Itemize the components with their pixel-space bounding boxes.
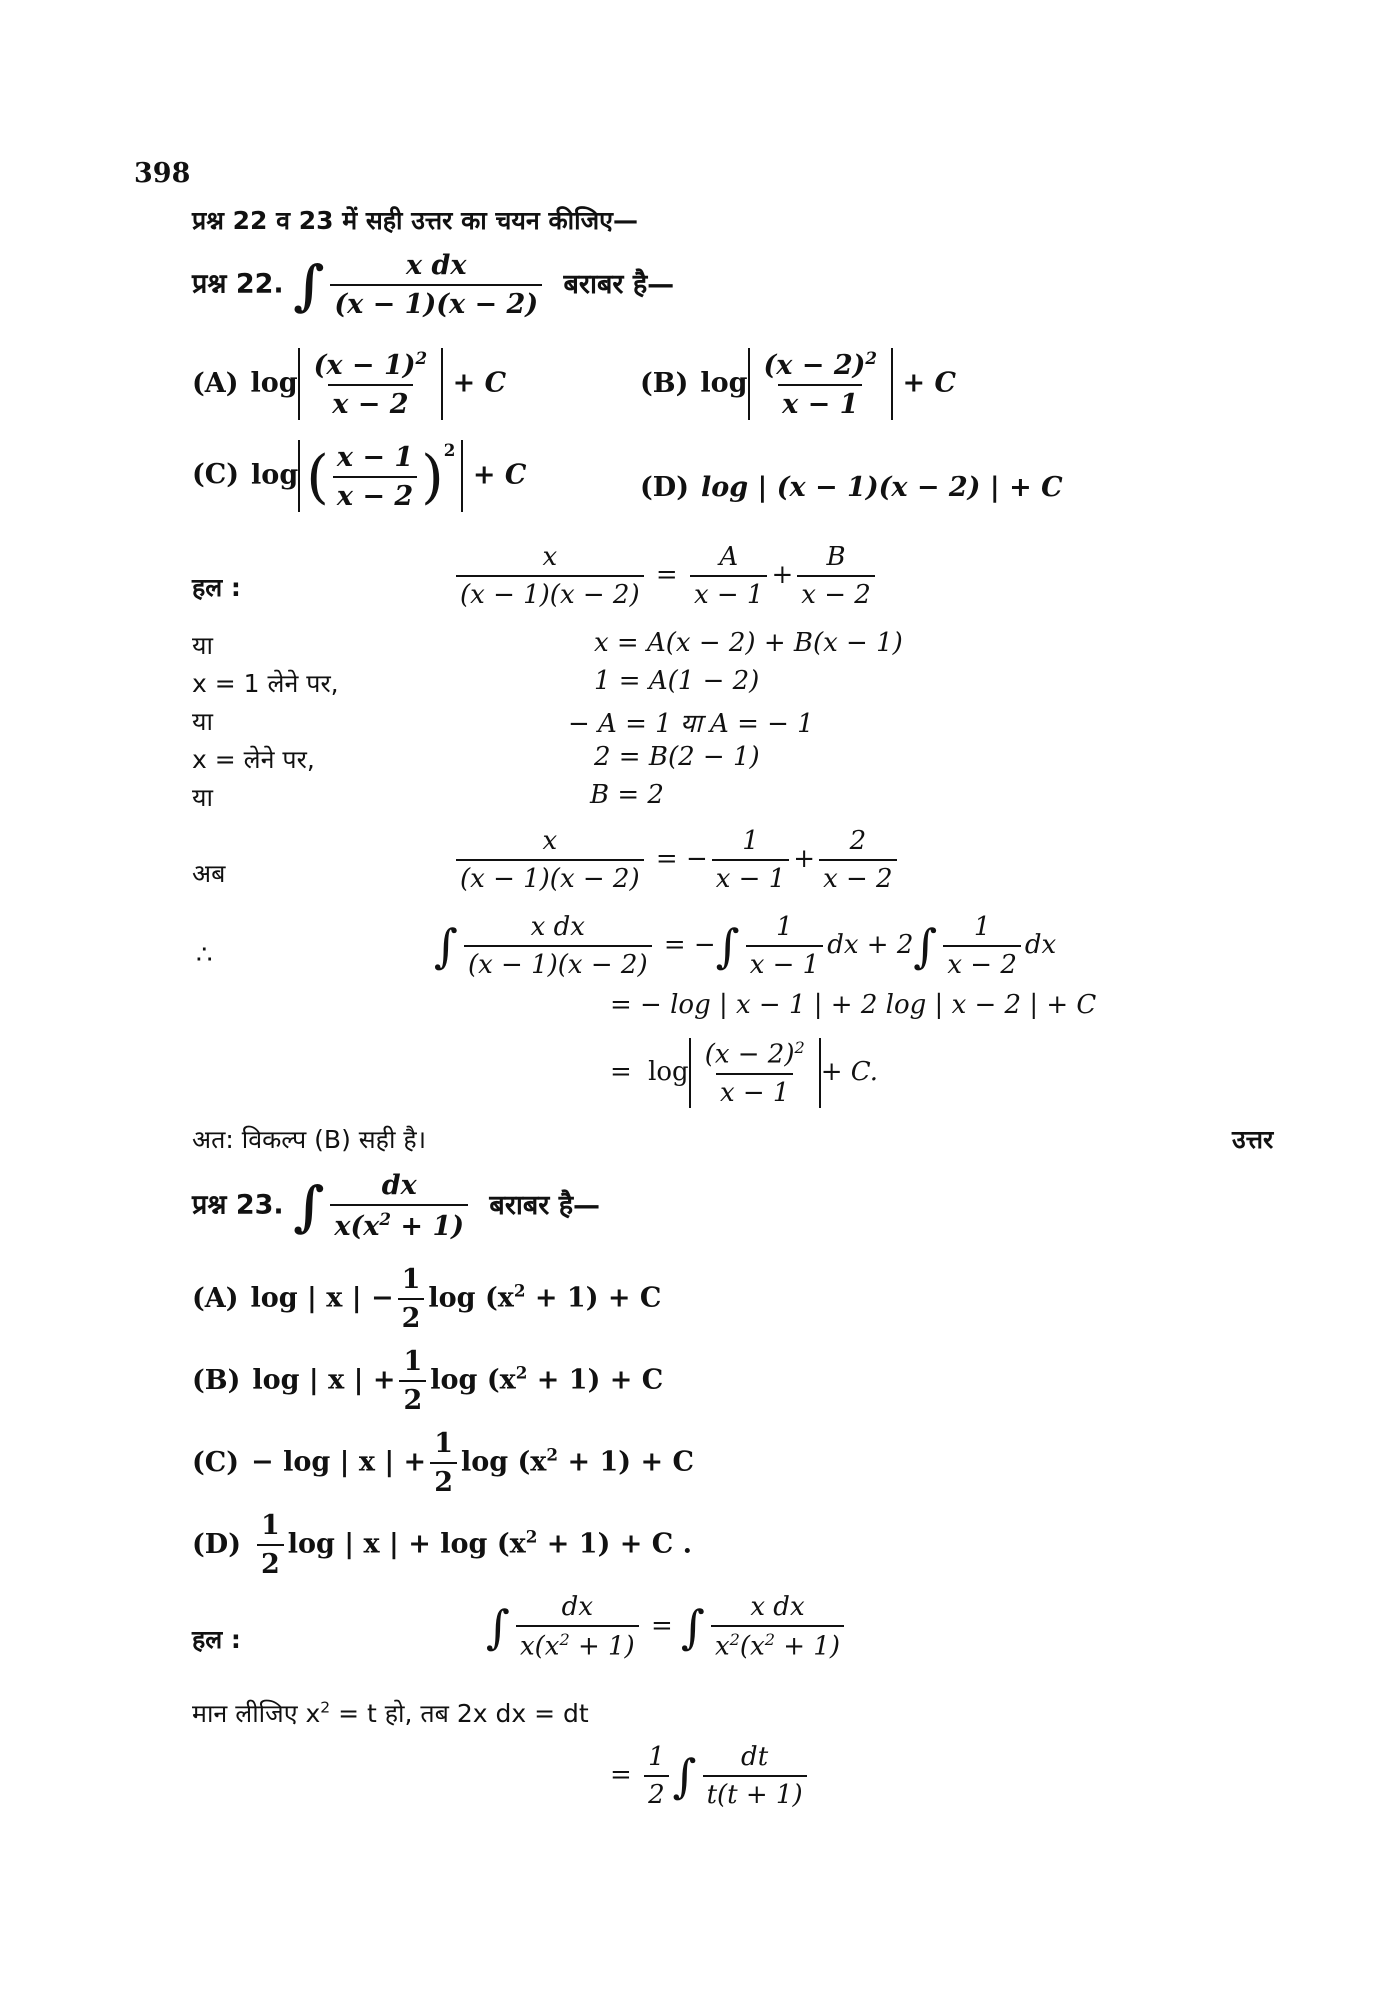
page-number: 398 [134, 158, 191, 189]
sol22-line-1: $\frac{x}{(x - 1)(x - 2)}$ = $\frac{A}{x - 1}$ + $\frac{B}{x - 2}$ [452, 542, 879, 610]
sol23-line-1: ∫ $\frac{dx}{x(x^2 + 1)}$ = ∫ $\frac{\text{x dx}}{x^2(x^2 + 1)}$ [486, 1592, 848, 1662]
question-22-fraction: $\frac{\text{x dx}}{(x - 1)(x - 2)}$ [330, 250, 542, 320]
sol22-l6-left: या [192, 783, 213, 812]
solution-23-label: हल : [192, 1625, 241, 1654]
sol22-line-9: = − log | x − 1 | + 2 log | x − 2 | + C [610, 990, 1097, 1020]
sol22-l5-left: x = लेने पर, [192, 745, 315, 774]
q22-option-a: (A) log $\frac{(x - 1)^2}{x - 2}$ + C [192, 348, 507, 420]
sol22-l2-left: या [192, 631, 213, 660]
sol23-substitution: मान लीजिए $x^2 = t$ हो, तब 2x dx = dt [192, 1698, 589, 1728]
sol22-l2-math: x = A(x − 2) + B(x − 1) [594, 628, 903, 658]
integral-sign: ∫ [293, 253, 325, 317]
q22-option-c: (C) log ( $\frac{x - 1}{x - 2}$ )$^2$ + C [192, 440, 527, 512]
question-22-suffix: बराबर है— [563, 268, 675, 300]
sol22-l6-math: B = 2 [590, 780, 664, 810]
question-23-label: प्रश्न 23. [192, 1189, 284, 1221]
q23-option-c: (C) − log | x | + $\frac{1}{2}$ $\log (x^2 + 1) + C$ [192, 1428, 694, 1498]
sol22-l7-left: अब [192, 859, 226, 888]
sol22-line-7: $\frac{x}{(x - 1)(x - 2)}$ = − $\frac{1}{x - 1}$ + $\frac{2}{x - 2}$ [452, 826, 901, 894]
sol22-l3-left: x = 1 लेने पर, [192, 669, 339, 698]
therefore-sign: ∴ [196, 940, 213, 970]
question-23-fraction: $\frac{dx}{x(x^2 + 1)}$ [330, 1170, 468, 1242]
sol22-line-8: ∫ $\frac{\text{x dx}}{(x - 1)(x - 2)}$ = −∫ $\frac{1}{x - 1}$ dx + 2∫ $\frac{1}{x - 2}$ dx [434, 912, 1057, 980]
q23-option-a: (A) log | x | − $\frac{1}{2}$ $\log (x^2 + 1) + C$ [192, 1264, 662, 1334]
q22-option-b: (B) log $\frac{(x - 2)^2}{x - 1}$ + C [640, 348, 956, 420]
question-23-suffix: बराबर है— [489, 1189, 601, 1221]
sol22-l3-math: 1 = A(1 − 2) [594, 666, 760, 696]
sol22-l4-left: या [192, 707, 213, 736]
sol22-conclusion: अत: विकल्प (B) सही है। [192, 1125, 427, 1154]
q22-option-d: (D) log | (x − 1)(x − 2) | + C [640, 472, 1063, 503]
solution-22-label: हल : [192, 573, 241, 602]
sol23-line-3: = $\frac{1}{2}$ ∫ $\frac{dt}{t(t + 1)}$ [610, 1742, 811, 1810]
question-22 [192, 250, 674, 320]
integral-sign: ∫ [293, 1174, 325, 1238]
section-intro: प्रश्न 22 व 23 में सही उत्तर का चयन कीजिए— [192, 206, 638, 235]
sol22-l5-math: 2 = B(2 − 1) [594, 742, 760, 772]
q23-option-b: (B) log | x | + $\frac{1}{2}$ $\log (x^2 + 1) + C$ [192, 1346, 664, 1416]
answer-label: उत्तर [1232, 1125, 1274, 1154]
q23-option-d: (D) $\frac{1}{2}$ log | x | + $\log (x^2 + 1) + C$ . [192, 1510, 693, 1580]
sol22-l4-math: − A = 1 या A = − 1 [568, 709, 814, 739]
question-22-label: प्रश्न 22. [192, 268, 284, 300]
question-23 [192, 1170, 600, 1242]
sol22-line-10: = log $\frac{(x - 2)^2}{x - 1}$ + C. [610, 1038, 879, 1108]
